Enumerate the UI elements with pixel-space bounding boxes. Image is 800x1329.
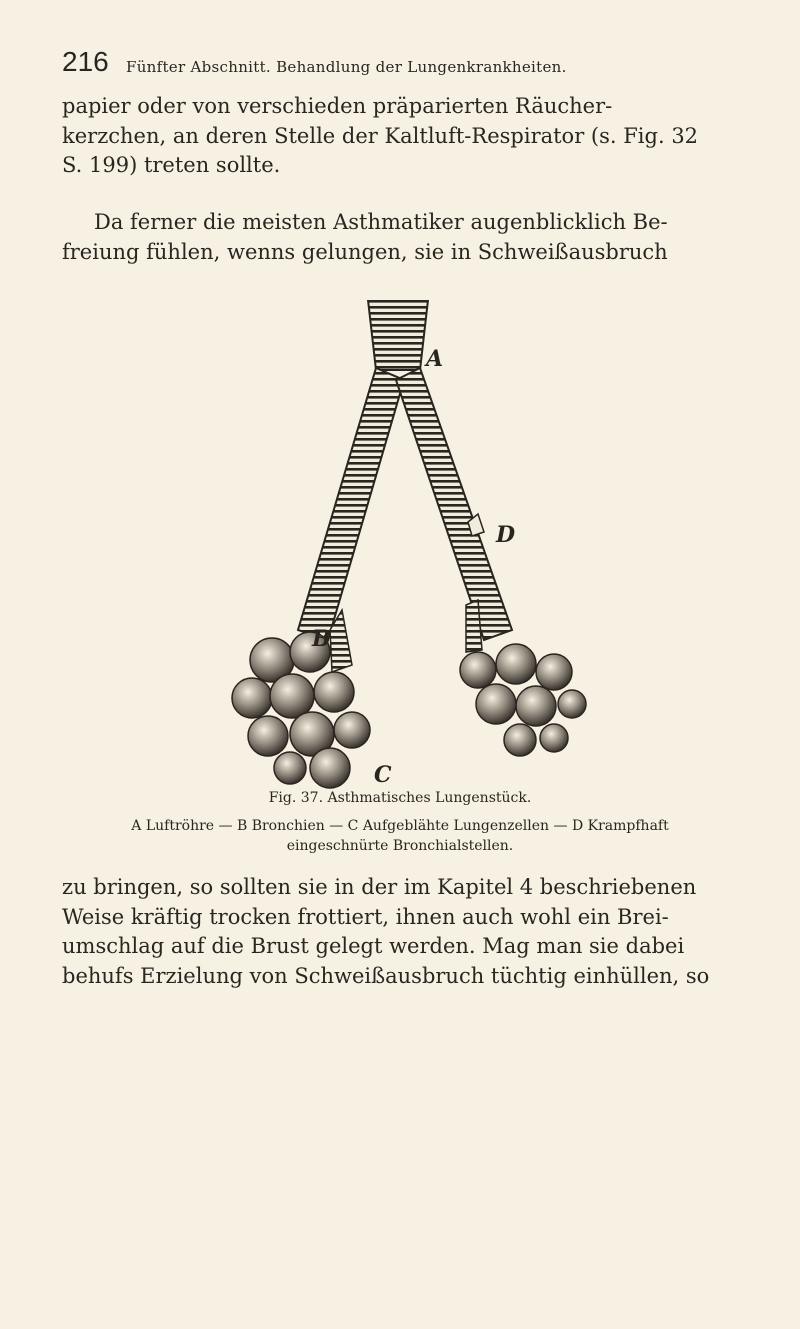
bronchial-tree-drawing	[220, 300, 590, 790]
figure-caption-title: Fig. 37. Asthmatisches Lungenstück.	[268, 790, 532, 806]
lung-illustration	[220, 300, 590, 790]
text-line: S. 199) treten sollte.	[62, 153, 281, 177]
page-header	[62, 46, 752, 86]
text-line: Da ferner die meisten Asthmatiker augenblicklich Be-	[94, 210, 668, 234]
right-bronchus	[396, 368, 512, 652]
paragraph-2	[62, 208, 762, 267]
right-alveoli	[460, 644, 586, 756]
label-c: C	[374, 762, 392, 788]
label-b: B	[312, 626, 331, 652]
text-line: papier oder von verschieden präparierten Räucher-	[62, 94, 613, 118]
text-line: umschlag auf die Brust gelegt werden. Mag man sie dabei	[62, 934, 685, 958]
page-number: 216	[62, 46, 109, 77]
text-line: freiung fühlen, wenns gelungen, sie in Schweißausbruch	[62, 239, 668, 264]
text-line: zu bringen, so sollten sie in der im Kapitel 4 beschriebenen	[62, 875, 697, 899]
label-a: A	[426, 346, 444, 372]
paragraph-3	[62, 873, 762, 991]
label-d: D	[496, 522, 516, 548]
figure-caption-legend	[90, 816, 710, 856]
text-line: Weise kräftig trocken frottiert, ihnen auch wohl ein Brei-	[62, 904, 669, 929]
running-head: Fünfter Abschnitt. Behandlung der Lungenkrankheiten.	[126, 58, 567, 76]
paragraph-1	[62, 92, 762, 181]
text-line: kerzchen, an deren Stelle der Kaltluft-Respirator (s. Fig. 32	[62, 123, 699, 148]
trachea	[368, 300, 428, 370]
legend-line: A Luftröhre — B Bronchien — C Aufgeblähte Lungenzellen — D Krampfhaft	[131, 818, 669, 834]
legend-line: eingeschnürte Bronchialstellen.	[286, 838, 514, 854]
text-line: behufs Erzielung von Schweißausbruch tüchtig einhüllen, so	[62, 963, 710, 988]
